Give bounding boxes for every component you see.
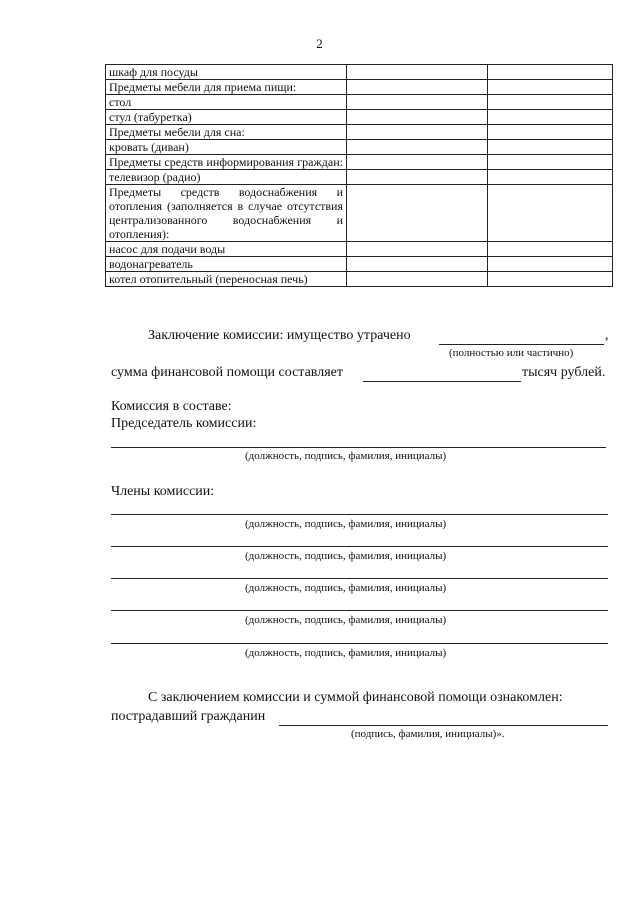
- table-cell-empty[interactable]: [488, 125, 613, 140]
- table-row: [106, 110, 613, 125]
- table-cell-item: Предметы средств водоснабжения и отопления (заполняется в случае отсутствия централизованного водоснабжения и отопления):: [106, 185, 347, 242]
- table-cell-empty[interactable]: [488, 140, 613, 155]
- sum-label: сумма финансовой помощи составляет: [111, 365, 343, 380]
- victim-signature-line[interactable]: [279, 725, 608, 726]
- table-row: [106, 155, 613, 170]
- table-cell-empty[interactable]: [347, 170, 488, 185]
- table-cell-empty[interactable]: [347, 272, 488, 287]
- page-number: 2: [316, 36, 323, 51]
- member-hint: (должность, подпись, фамилия, инициалы): [245, 518, 447, 530]
- table-cell-empty[interactable]: [488, 110, 613, 125]
- table-cell-empty[interactable]: [488, 272, 613, 287]
- table-cell-item: насос для подачи воды: [106, 242, 347, 257]
- conclusion-label: Заключение комиссии: имущество утрачено: [148, 328, 411, 343]
- member-signature-line[interactable]: [111, 578, 608, 579]
- acknowledgement-text: С заключением комиссии и суммой финансовой помощи ознакомлен:: [148, 690, 563, 705]
- table-cell-empty[interactable]: [347, 110, 488, 125]
- table-cell-item: стул (табуретка): [106, 110, 347, 125]
- member-hint: (должность, подпись, фамилия, инициалы): [245, 614, 447, 626]
- chairman-label: Председатель комиссии:: [111, 416, 257, 431]
- table-row: [106, 185, 613, 242]
- table-cell-empty[interactable]: [488, 170, 613, 185]
- table-cell-empty[interactable]: [347, 155, 488, 170]
- table-cell-empty[interactable]: [488, 185, 613, 242]
- table-cell-empty[interactable]: [347, 242, 488, 257]
- conclusion-field[interactable]: [439, 344, 604, 345]
- member-signature-line[interactable]: [111, 610, 608, 611]
- conclusion-comma: ,: [605, 328, 609, 343]
- member-signature-line[interactable]: [111, 643, 608, 644]
- table-cell-item: котел отопительный (переносная печь): [106, 272, 347, 287]
- chairman-signature-line[interactable]: [111, 447, 606, 448]
- table-row: [106, 80, 613, 95]
- table-row: [106, 140, 613, 155]
- table-cell-empty[interactable]: [488, 95, 613, 110]
- conclusion-hint: (полностью или частично): [449, 347, 574, 359]
- table-cell-item: Предметы мебели для сна:: [106, 125, 347, 140]
- table-row: [106, 170, 613, 185]
- member-signature-line[interactable]: [111, 514, 608, 515]
- chairman-hint: (должность, подпись, фамилия, инициалы): [245, 450, 447, 462]
- table-cell-empty[interactable]: [347, 65, 488, 80]
- table-cell-item: Предметы средств информирования граждан:: [106, 155, 347, 170]
- table-cell-empty[interactable]: [488, 155, 613, 170]
- table-cell-empty[interactable]: [347, 125, 488, 140]
- table-row: [106, 242, 613, 257]
- member-hint: (должность, подпись, фамилия, инициалы): [245, 550, 447, 562]
- table-cell-empty[interactable]: [347, 80, 488, 95]
- table-cell-empty[interactable]: [488, 65, 613, 80]
- table-cell-empty[interactable]: [488, 80, 613, 95]
- property-table: [105, 64, 613, 287]
- table-cell-item: Предметы мебели для приема пищи:: [106, 80, 347, 95]
- member-hint: (должность, подпись, фамилия, инициалы): [245, 582, 447, 594]
- table-row: [106, 272, 613, 287]
- table-row: [106, 125, 613, 140]
- member-signature-line[interactable]: [111, 546, 608, 547]
- victim-label: пострадавший гражданин: [111, 709, 266, 724]
- table-row: [106, 257, 613, 272]
- members-label: Члены комиссии:: [111, 484, 215, 499]
- table-cell-empty[interactable]: [347, 185, 488, 242]
- table-cell-empty[interactable]: [347, 257, 488, 272]
- table-row: [106, 65, 613, 80]
- table-cell-empty[interactable]: [347, 95, 488, 110]
- sum-unit: тысяч рублей.: [522, 365, 606, 380]
- table-cell-empty[interactable]: [488, 257, 613, 272]
- commission-composition: Комиссия в составе:: [111, 399, 232, 414]
- table-cell-empty[interactable]: [347, 140, 488, 155]
- table-cell-item: телевизор (радио): [106, 170, 347, 185]
- sum-field[interactable]: [363, 381, 521, 382]
- member-hint: (должность, подпись, фамилия, инициалы): [245, 647, 447, 659]
- table-cell-item: шкаф для посуды: [106, 65, 347, 80]
- table-cell-empty[interactable]: [488, 242, 613, 257]
- table-cell-item: стол: [106, 95, 347, 110]
- victim-hint: (подпись, фамилия, инициалы)».: [351, 728, 505, 740]
- table-cell-item: кровать (диван): [106, 140, 347, 155]
- table-row: [106, 95, 613, 110]
- table-cell-item: водонагреватель: [106, 257, 347, 272]
